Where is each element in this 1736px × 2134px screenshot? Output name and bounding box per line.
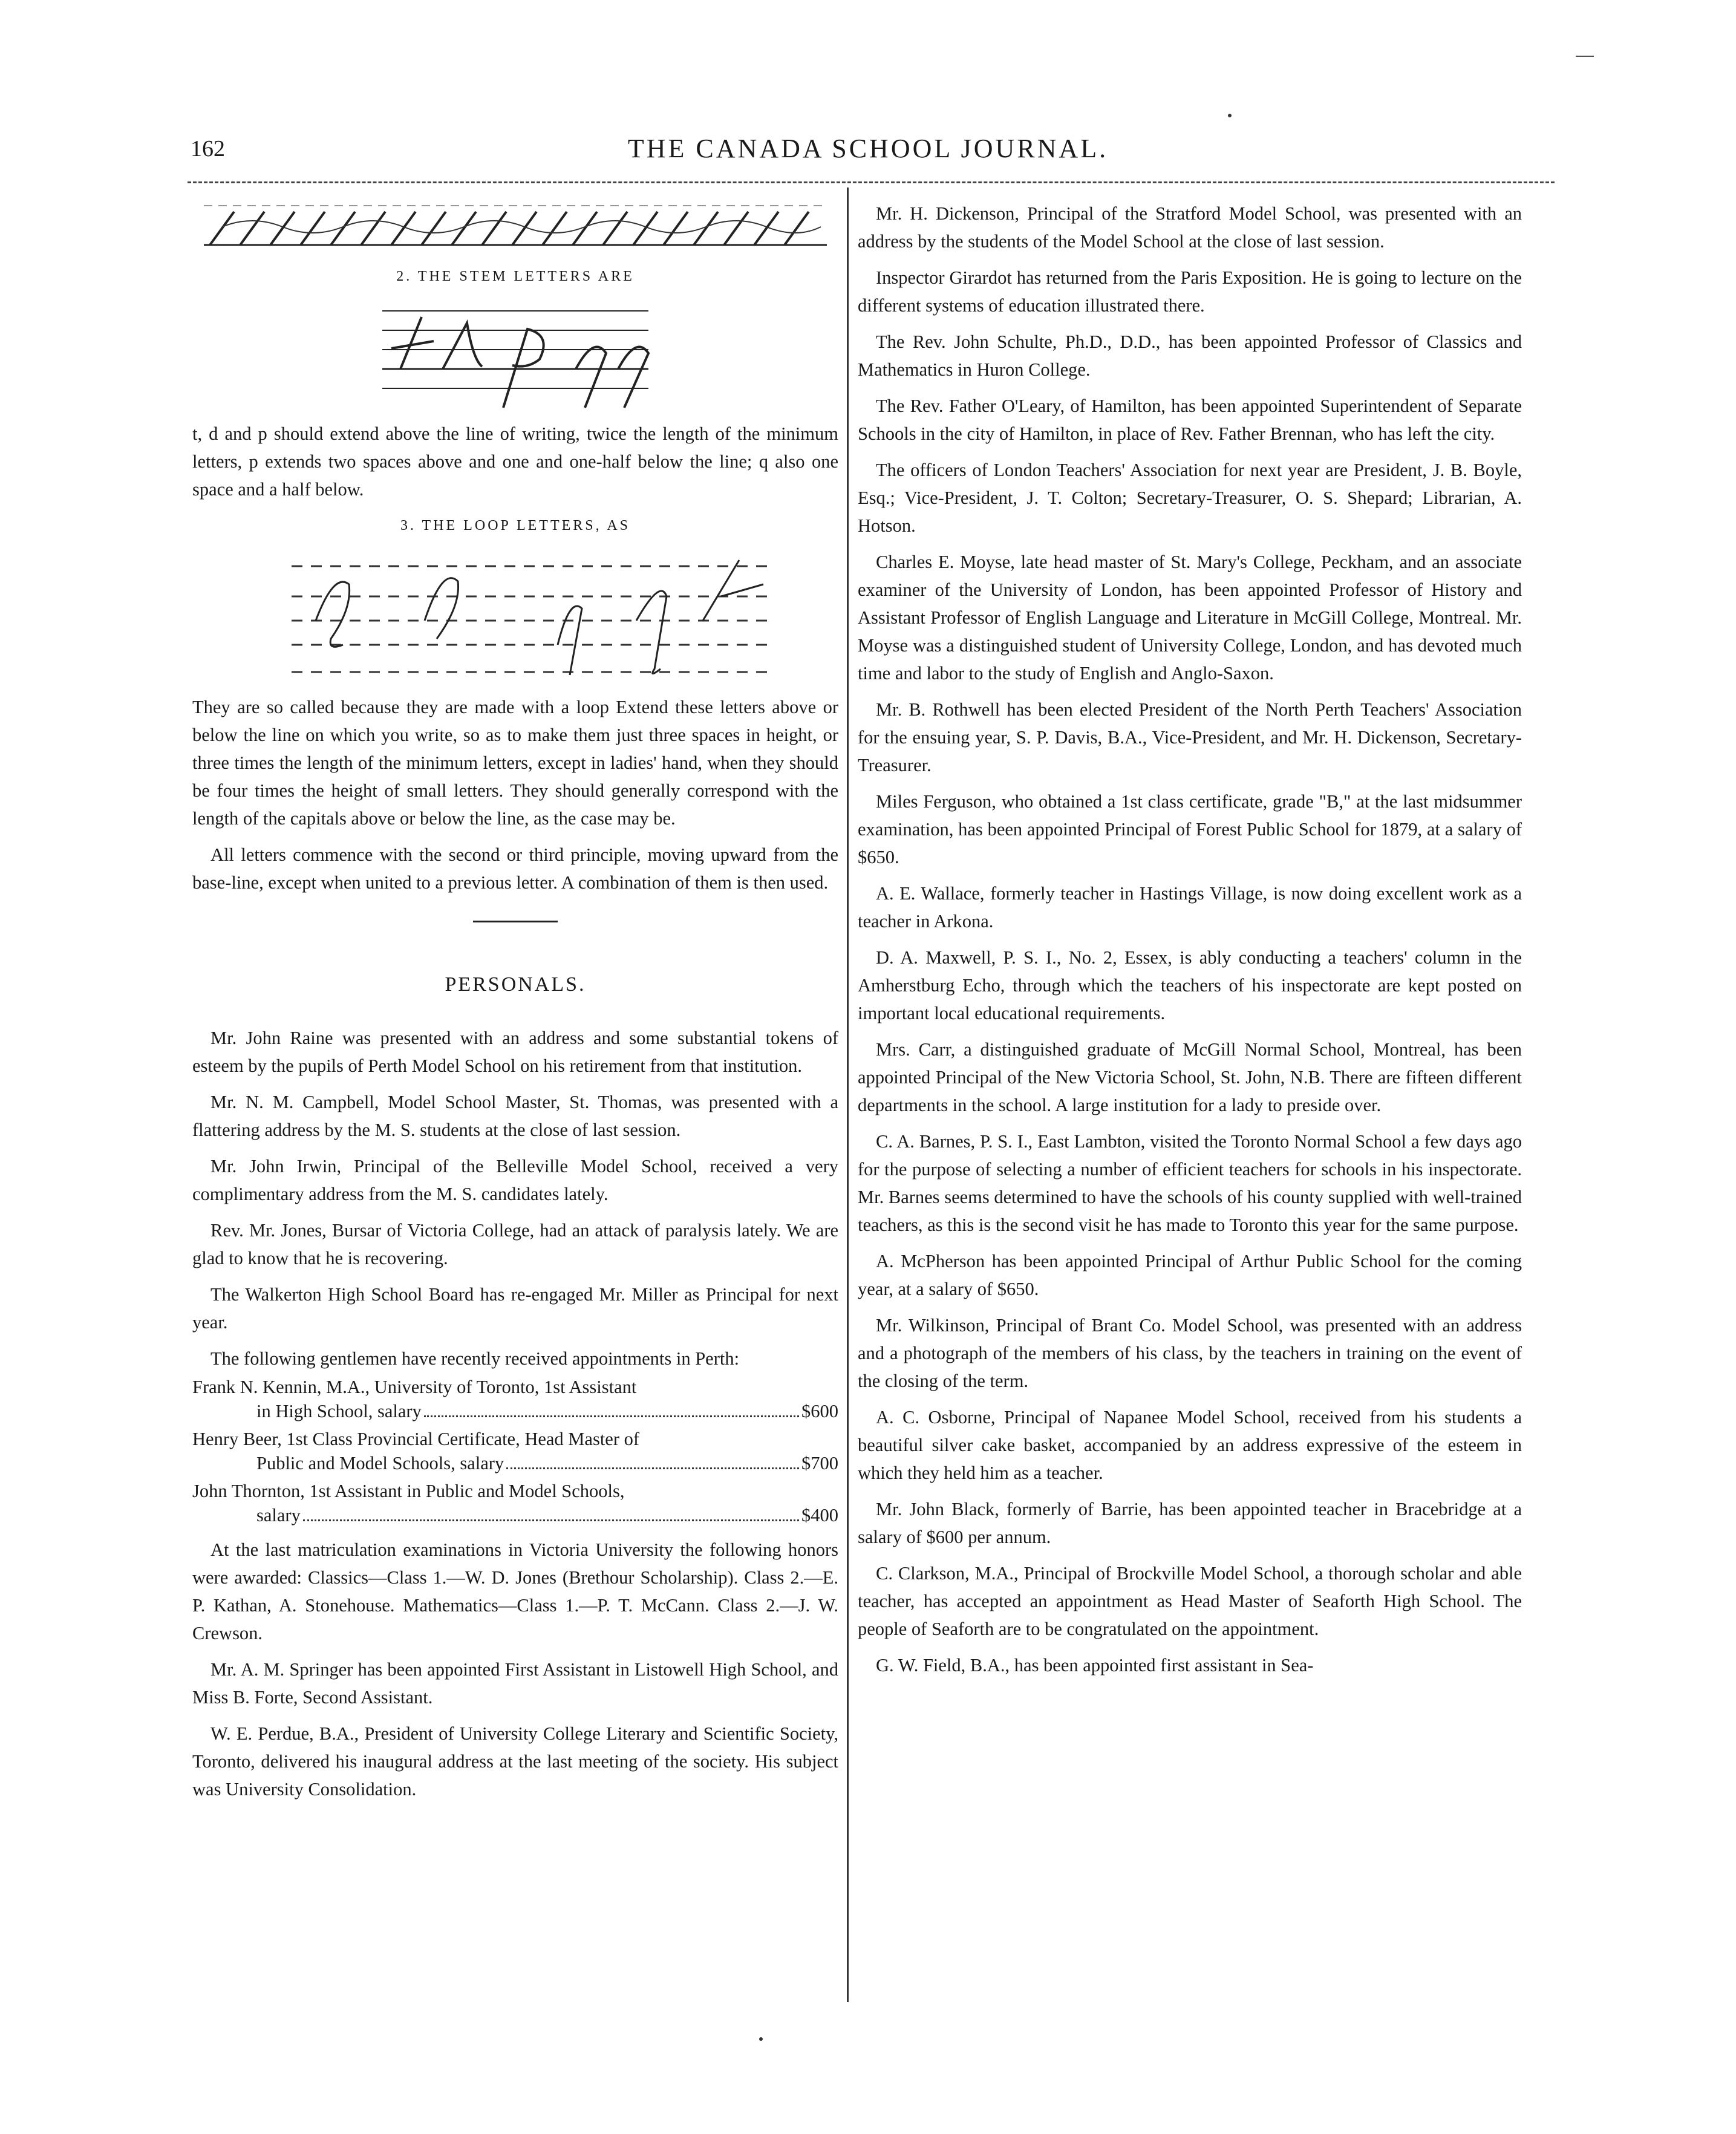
personal-item: W. E. Perdue, B.A., President of University College Literary and Scientific Society, Toronto, delivered his inaugural address at the last meeting of the society. His subject was University Consolidation. (192, 1723, 838, 1800)
personal-item: Mr. John Black, formerly of Barrie, has been appointed teacher in Bracebridge at a salary of $600 per annum. (858, 1499, 1522, 1547)
appointment-position: in High School, salary (256, 1401, 422, 1421)
personal-item: A. C. Osborne, Principal of Napanee Model School, received from his students a beautiful silver cake basket, accompanied by an address expressive of the esteem in which they held him as a teacher. (858, 1407, 1522, 1483)
personal-item: G. W. Field, B.A., has been appointed first assistant in Sea- (876, 1655, 1314, 1676)
personals-heading: PERSONALS. (445, 973, 586, 996)
personal-item: Mr. H. Dickenson, Principal of the Stratford Model School, was presented with an address by the students of the Model School at the close of last session. (858, 203, 1522, 252)
loop-letters-heading: 3. THE LOOP LETTERS, AS (400, 518, 630, 534)
stray-mark-top-right (1576, 56, 1594, 57)
personal-item: Mr. Wilkinson, Principal of Brant Co. Model School, was presented with an address and a photograph of the members of his class, by the teachers in training on the event of the closing of the term. (858, 1315, 1522, 1391)
loop-letters-illustration (243, 548, 788, 687)
left-column (192, 200, 838, 1812)
appointment-entry (192, 1375, 838, 1423)
personal-item: Charles E. Moyse, late head master of St. Mary's College, Peckham, and an associate examiner of the University of London, has been appointed Professor of History and Assistant Professor of English Language and Literature in McGill College, Montreal. Mr. Moyse was a distinguished student of University College, London, and has devoted much time and labor to the study of English and Anglo-Saxon. (858, 552, 1522, 684)
personal-item: Mr. John Raine was presented with an address and some substantial tokens of esteem by the pupils of Perth Model School on his retirement from that institution. (192, 1028, 838, 1076)
personal-item: At the last matriculation examinations in Victoria University the following honors were awarded: Classics—Class 1.—W. D. Jones (Brethour Scholarship). Class 2.—E. P. Kathan, A. Stonehouse. Mathematics—Class 1.—P. T. McCann. Class 2.—J. W. Crewson. (192, 1539, 838, 1643)
stray-mark-bottom (759, 2037, 763, 2041)
appointment-name: John Thornton, 1st Assistant in Public and Model Schools, (192, 1481, 625, 1501)
personal-item: The following gentlemen have recently received appointments in Perth: (210, 1348, 740, 1369)
personal-item: Mrs. Carr, a distinguished graduate of McGill Normal School, Montreal, has been appointed Principal of the New Victoria School, St. John, N.B. There are fifteen different departments in the school. A large institution for a lady to preside over. (858, 1039, 1522, 1115)
leader-dots (424, 1415, 799, 1417)
personal-item: The Rev. John Schulte, Ph.D., D.D., has been appointed Professor of Classics and Mathematics in Huron College. (858, 331, 1522, 380)
personal-item: C. A. Barnes, P. S. I., East Lambton, visited the Toronto Normal School a few days ago for the purpose of selecting a number of efficient teachers for schools in his inspectorate. Mr. Barnes seems determined to have the schools of his county supplied with well-trained teachers, as this is the second visit he has made to Toronto this year for the same purpose. (858, 1131, 1522, 1235)
appointment-salary: $600 (801, 1401, 838, 1421)
stray-mark-top (1228, 114, 1232, 117)
journal-title: THE CANADA SCHOOL JOURNAL. (627, 134, 1109, 163)
personal-item: Mr. A. M. Springer has been appointed First Assistant in Listowell High School, and Miss B. Forte, Second Assistant. (192, 1659, 838, 1708)
appointment-entry (192, 1427, 838, 1475)
personal-item: The officers of London Teachers' Association for next year are President, J. B. Boyle, Esq.; Vice-President, J. T. Colton; Secretary-Treasurer, O. S. Shepard; Librarian, A. Hotson. (858, 460, 1522, 536)
personal-item: Mr. John Irwin, Principal of the Belleville Model School, received a very complimentary address from the M. S. candidates lately. (192, 1156, 838, 1204)
right-column (858, 200, 1522, 1688)
personal-item: The Walkerton High School Board has re-engaged Mr. Miller as Principal for next year. (192, 1284, 838, 1333)
appointment-position: salary (256, 1505, 301, 1525)
personal-item: A. E. Wallace, formerly teacher in Hastings Village, is now doing excellent work as a teacher in Arkona. (858, 883, 1522, 932)
header-rule (188, 181, 1555, 183)
personal-item: Miles Ferguson, who obtained a 1st class certificate, grade "B," at the last midsummer examination, has been appointed Principal of Forest Public School for 1879, at a salary of $650. (858, 791, 1522, 867)
appointment-entry (192, 1479, 838, 1527)
personal-item: C. Clarkson, M.A., Principal of Brockville Model School, a thorough scholar and able teacher, has accepted an appointment as Head Master of Seaforth High School. The people of Seaforth are to be congratulated on the appointment. (858, 1563, 1522, 1639)
leader-dots (506, 1467, 799, 1469)
loop-letters-text: They are so called because they are made with a loop Extend these letters above or below the line on which you write, so as to make them just three spaces in height, or three times the length of the minimum letters, except in ladies' hand, when they should be four times the height of small letters. They should generally correspond with the length of the capitals above or below the line, as the case may be. (192, 697, 838, 829)
appointment-salary: $400 (801, 1505, 838, 1525)
script-capitals-illustration (198, 200, 833, 254)
appointment-salary: $700 (801, 1453, 838, 1473)
personal-item: Mr. N. M. Campbell, Model School Master, St. Thomas, was presented with a flattering address by the M. S. students at the close of last session. (192, 1092, 838, 1140)
personal-item: The Rev. Father O'Leary, of Hamilton, has been appointed Superintendent of Separate Schools in the city of Hamilton, in place of Rev. Father Brennan, who has left the city. (858, 396, 1522, 444)
appointment-position: Public and Model Schools, salary (256, 1453, 504, 1473)
letter-combination-text: All letters commence with the second or third principle, moving upward from the base-line, except when united to a previous letter. A combination of them is then used. (192, 844, 838, 893)
page-number: 162 (191, 136, 225, 162)
stem-letters-heading: 2. THE STEM LETTERS ARE (396, 269, 635, 284)
section-divider (473, 921, 558, 922)
personal-item: Rev. Mr. Jones, Bursar of Victoria College, had an attack of paralysis lately. We are glad to know that he is recovering. (192, 1220, 838, 1268)
personal-item: D. A. Maxwell, P. S. I., No. 2, Essex, is ably conducting a teachers' column in the Amherstburg Echo, through which the teachers of his inspectorate are kept posted on important local educational requirements. (858, 947, 1522, 1023)
personal-item: Mr. B. Rothwell has been elected President of the North Perth Teachers' Association for the ensuing year, S. P. Davis, B.A., Vice-President, and Mr. H. Dickenson, Secretary-Treasurer. (858, 699, 1522, 775)
stem-letters-illustration (376, 299, 654, 414)
personal-item: Inspector Girardot has returned from the Paris Exposition. He is going to lecture on the different systems of education illustrated there. (858, 267, 1522, 316)
appointment-name: Henry Beer, 1st Class Provincial Certificate, Head Master of (192, 1429, 640, 1449)
stem-letters-text: t, d and p should extend above the line of writing, twice the length of the minimum letters, p extends two spaces above and one and one-half below the line; q also one space and a half below. (192, 423, 838, 500)
leader-dots (303, 1519, 799, 1521)
column-divider (847, 188, 849, 2002)
appointment-name: Frank N. Kennin, M.A., University of Toronto, 1st Assistant (192, 1377, 637, 1397)
personal-item: A. McPherson has been appointed Principal of Arthur Public School for the coming year, at a salary of $650. (858, 1251, 1522, 1299)
